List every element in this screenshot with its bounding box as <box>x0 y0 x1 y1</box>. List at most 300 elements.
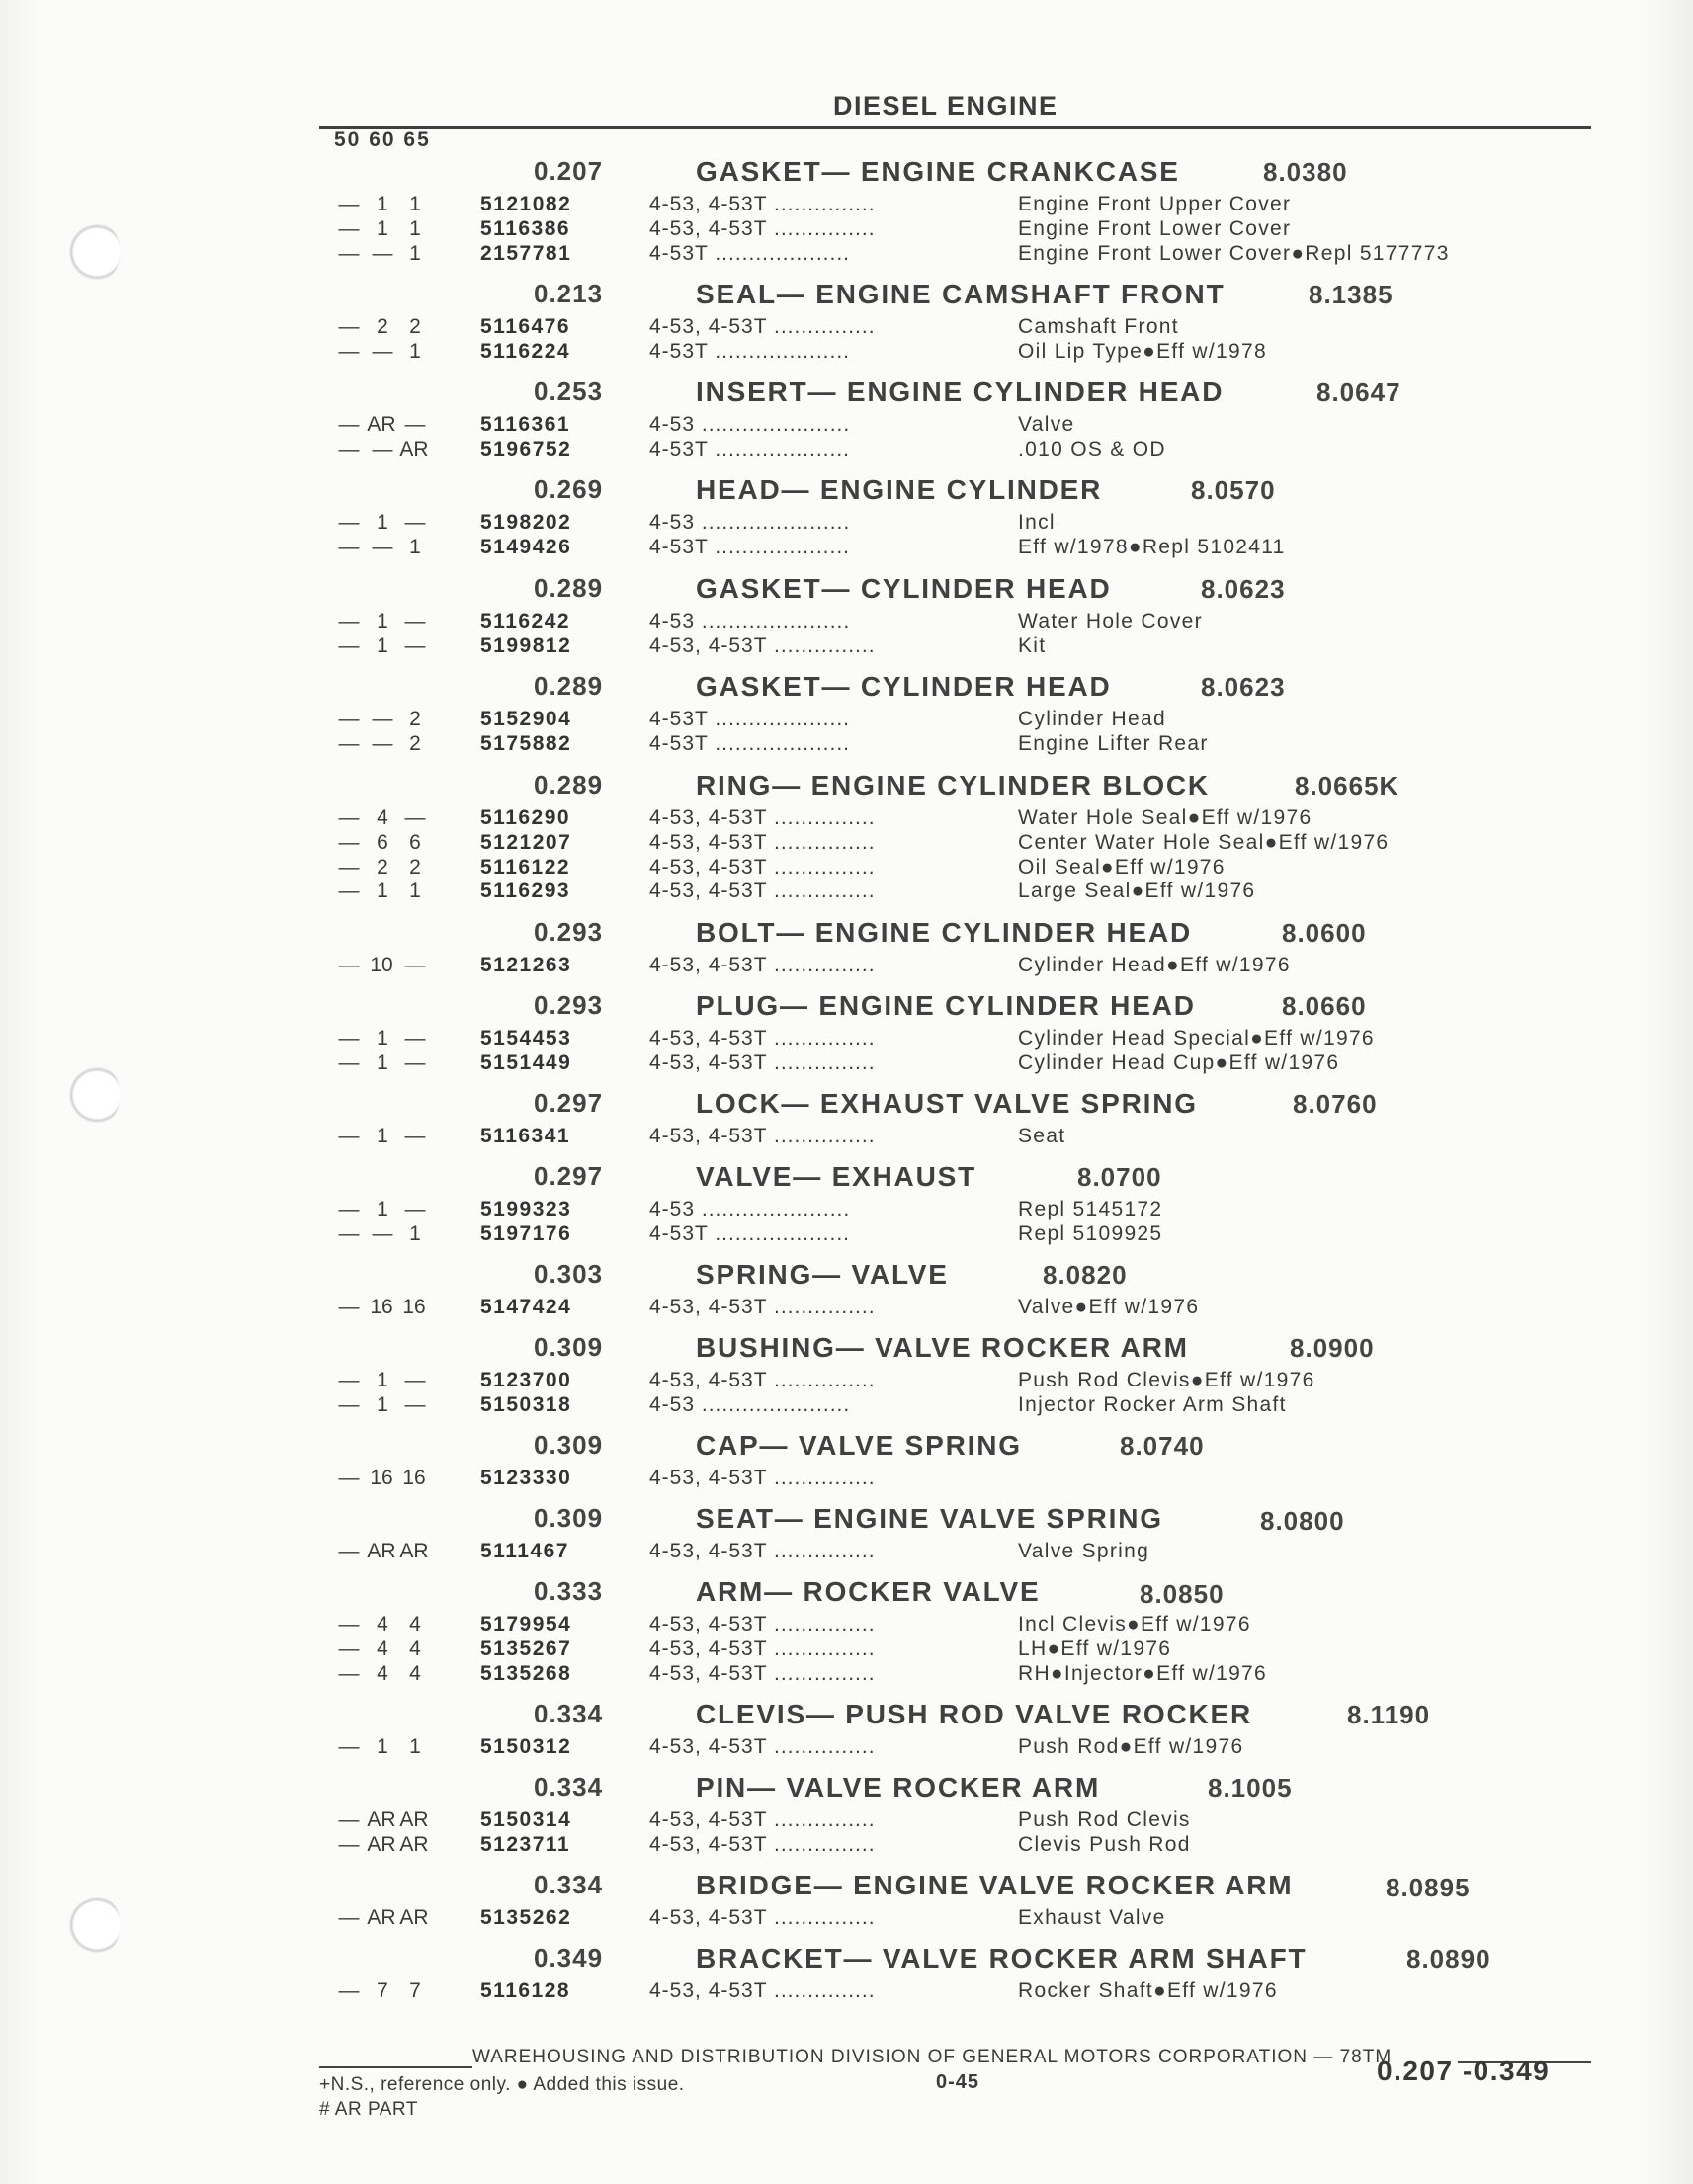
section-code: 0.289 <box>534 770 604 799</box>
part-number: 5116242 <box>480 610 571 632</box>
quantity-value: — <box>338 1198 360 1220</box>
quantity-value: — <box>338 1369 360 1391</box>
quantity-value: 7 <box>409 1979 421 2002</box>
quantity-value: 1 <box>377 610 388 632</box>
part-row <box>0 1638 1693 1662</box>
page-number: 0-45 <box>936 2071 980 2093</box>
part-row <box>0 1662 1693 1687</box>
quantity-value: — <box>338 855 360 879</box>
section-header <box>0 1332 1693 1368</box>
part-number: 5111467 <box>480 1540 569 1562</box>
quantity-value: — <box>404 511 426 534</box>
part-row <box>0 954 1693 978</box>
section-code: 0.334 <box>534 1870 604 1899</box>
section-reference: 8.1385 <box>1309 280 1394 309</box>
section-code: 0.309 <box>534 1430 604 1460</box>
section-header <box>0 990 1693 1026</box>
section-name: HEAD— ENGINE CYLINDER <box>696 474 1103 505</box>
quantity-value: 1 <box>409 535 421 558</box>
quantity-value: 1 <box>409 339 421 363</box>
quantity-value: — <box>338 880 360 903</box>
part-row <box>0 806 1693 831</box>
part-description: Valve Spring <box>1018 1540 1150 1562</box>
part-row <box>0 1979 1693 2004</box>
part-row <box>0 732 1693 757</box>
part-number: 5149426 <box>480 535 572 558</box>
part-number: 5123330 <box>480 1467 572 1489</box>
part-number: 5116341 <box>480 1125 571 1147</box>
section-reference: 8.0700 <box>1077 1162 1162 1192</box>
section-code: 0.297 <box>534 1088 604 1118</box>
part-description: Engine Front Lower Cover●Repl 5177773 <box>1018 241 1450 265</box>
part-description: Clevis Push Rod <box>1018 1832 1191 1856</box>
quantity-value: 1 <box>409 241 421 265</box>
quantity-value: AR <box>367 1906 396 1929</box>
quantity-value: 1 <box>377 1392 388 1416</box>
quantity-value: 1 <box>377 1369 388 1391</box>
section-name: SPRING— VALVE <box>696 1259 949 1290</box>
quantity-value: — <box>338 1125 360 1147</box>
section-reference: 8.0820 <box>1043 1260 1128 1290</box>
engine-model: 4-53, 4-53T ............... <box>649 954 876 976</box>
quantity-value: 2 <box>409 315 421 338</box>
part-description: LH●Eff w/1976 <box>1018 1637 1172 1660</box>
part-number: 5116128 <box>480 1979 571 2002</box>
engine-model: 4-53T .................... <box>649 708 851 730</box>
part-row <box>0 217 1693 242</box>
section-name: RING— ENGINE CYLINDER BLOCK <box>696 770 1210 800</box>
part-number: 5116476 <box>480 315 571 338</box>
section-name: CAP— VALVE SPRING <box>696 1430 1022 1461</box>
quantity-value: — <box>338 830 360 854</box>
engine-model: 4-53, 4-53T ............... <box>649 1832 876 1856</box>
quantity-value: 1 <box>409 880 421 903</box>
part-number: 5147424 <box>480 1296 572 1318</box>
section-code: 0.309 <box>534 1503 604 1533</box>
quantity-value: — <box>338 708 360 730</box>
quantity-value: — <box>338 1979 360 2002</box>
section-header <box>0 1259 1693 1295</box>
section-header <box>0 917 1693 953</box>
part-row <box>0 1296 1693 1320</box>
engine-model: 4-53T .................... <box>649 1221 851 1245</box>
engine-model: 4-53T .................... <box>649 339 851 363</box>
part-number: 5121082 <box>480 193 572 215</box>
part-row <box>0 1735 1693 1760</box>
quantity-value: 1 <box>377 1050 388 1074</box>
part-description: Cylinder Head Cup●Eff w/1976 <box>1018 1050 1340 1074</box>
part-number: 5135267 <box>480 1637 572 1660</box>
part-description: Push Rod●Eff w/1976 <box>1018 1735 1244 1758</box>
section-reference: 8.0570 <box>1191 475 1276 505</box>
quantity-value: — <box>338 1906 360 1929</box>
quantity-value: 16 <box>402 1467 426 1489</box>
part-row <box>0 856 1693 881</box>
part-description: Water Hole Seal●Eff w/1976 <box>1018 806 1312 829</box>
quantity-value: — <box>338 315 360 338</box>
part-row <box>0 193 1693 217</box>
section-reference: 8.0647 <box>1316 378 1401 407</box>
part-description: Engine Lifter Rear <box>1018 731 1209 755</box>
part-number: 5121207 <box>480 830 572 854</box>
section-name: BOLT— ENGINE CYLINDER HEAD <box>696 917 1193 948</box>
section-name: GASKET— CYLINDER HEAD <box>696 573 1112 604</box>
section-reference: 8.0660 <box>1282 991 1367 1021</box>
quantity-value: AR <box>399 1832 429 1856</box>
distribution-text: WAREHOUSING AND DISTRIBUTION DIVISION OF GENERAL MOTORS CORPORATION — 78TM <box>472 2047 1393 2067</box>
part-number: 5197176 <box>480 1221 572 1245</box>
part-description: Incl Clevis●Eff w/1976 <box>1018 1613 1251 1636</box>
quantity-value: 1 <box>409 1735 421 1758</box>
part-number: 2157781 <box>480 241 572 265</box>
quantity-value: — <box>338 193 360 215</box>
part-number: 5116293 <box>480 880 571 903</box>
quantity-value: 16 <box>402 1296 426 1318</box>
section-header <box>0 1576 1693 1612</box>
quantity-value: — <box>338 1296 360 1318</box>
section-header <box>0 156 1693 192</box>
section-code: 0.333 <box>534 1576 604 1606</box>
footer-distribution <box>319 2047 1392 2068</box>
section-name: BRIDGE— ENGINE VALVE ROCKER ARM <box>696 1870 1294 1900</box>
part-description: Engine Front Upper Cover <box>1018 193 1292 215</box>
quantity-value: 4 <box>409 1613 421 1636</box>
part-description: Camshaft Front <box>1018 315 1179 338</box>
engine-model: 4-53T .................... <box>649 535 851 558</box>
quantity-value: — <box>338 1832 360 1856</box>
part-number: 5150314 <box>480 1808 572 1831</box>
section-name: INSERT— ENGINE CYLINDER HEAD <box>696 377 1225 407</box>
quantity-value: AR <box>367 1540 396 1562</box>
engine-model: 4-53 ...................... <box>649 610 851 632</box>
quantity-value: — <box>372 339 393 363</box>
quantity-value: — <box>338 339 360 363</box>
part-description: Repl 5145172 <box>1018 1198 1163 1220</box>
section-reference: 8.0665K <box>1295 771 1399 800</box>
part-description: Valve <box>1018 413 1075 436</box>
engine-model: 4-53, 4-53T ............... <box>649 1296 876 1318</box>
quantity-value: — <box>338 1637 360 1660</box>
part-number: 5152904 <box>480 708 572 730</box>
engine-model: 4-53 ...................... <box>649 1198 851 1220</box>
part-description: Valve●Eff w/1976 <box>1018 1296 1200 1318</box>
footnote-legend: +N.S., reference only. ● Added this issue. <box>319 2074 685 2095</box>
section-code: 0.289 <box>534 573 604 603</box>
quantity-value: 1 <box>377 193 388 215</box>
section-header <box>0 1088 1693 1124</box>
section-code: 0.309 <box>534 1332 604 1362</box>
quantity-value: AR <box>399 1906 429 1929</box>
section-name: VALVE— EXHAUST <box>696 1161 976 1192</box>
quantity-value: 4 <box>409 1661 421 1685</box>
quantity-value: — <box>404 806 426 829</box>
part-description: Cylinder Head●Eff w/1976 <box>1018 954 1291 976</box>
quantity-value: — <box>338 241 360 265</box>
part-row <box>0 1125 1693 1149</box>
section-name: PLUG— ENGINE CYLINDER HEAD <box>696 990 1196 1021</box>
engine-model: 4-53, 4-53T ............... <box>649 1613 876 1636</box>
part-number: 5179954 <box>480 1613 572 1636</box>
part-number: 5116290 <box>480 806 571 829</box>
engine-model: 4-53, 4-53T ............... <box>649 1735 876 1758</box>
quantity-value: 4 <box>409 1637 421 1660</box>
quantity-value: 1 <box>377 1735 388 1758</box>
section-reference: 8.0760 <box>1293 1089 1378 1119</box>
quantity-value: 1 <box>377 1198 388 1220</box>
part-description: Rocker Shaft●Eff w/1976 <box>1018 1979 1278 2002</box>
quantity-value: 4 <box>377 1661 388 1685</box>
engine-model: 4-53 ...................... <box>649 413 851 436</box>
part-description: Repl 5109925 <box>1018 1221 1163 1245</box>
part-row <box>0 315 1693 340</box>
quantity-value: — <box>372 241 393 265</box>
quantity-value: 2 <box>409 855 421 879</box>
quantity-value: AR <box>367 1832 396 1856</box>
engine-model: 4-53 ...................... <box>649 511 851 534</box>
part-description: Push Rod Clevis <box>1018 1808 1191 1831</box>
quantity-value: 1 <box>377 880 388 903</box>
engine-model: 4-53, 4-53T ............... <box>649 830 876 854</box>
part-description: Exhaust Valve <box>1018 1906 1166 1929</box>
section-reference: 8.0900 <box>1290 1333 1375 1363</box>
part-number: 5135268 <box>480 1661 572 1685</box>
engine-model: 4-53T .................... <box>649 437 851 461</box>
section-code: 0.297 <box>534 1161 604 1191</box>
quantity-value: 7 <box>377 1979 388 2002</box>
quantity-value: 1 <box>377 511 388 534</box>
section-reference: 8.0890 <box>1406 1944 1491 1974</box>
quantity-value: — <box>404 1369 426 1391</box>
section-reference: 8.0380 <box>1263 157 1348 187</box>
part-row <box>0 413 1693 438</box>
section-header <box>0 1870 1693 1905</box>
section-name: SEAT— ENGINE VALVE SPRING <box>696 1503 1163 1534</box>
engine-model: 4-53, 4-53T ............... <box>649 1027 876 1050</box>
quantity-value: — <box>338 1221 360 1245</box>
quantity-value: AR <box>367 413 396 436</box>
quantity-value: 16 <box>370 1296 393 1318</box>
part-row <box>0 536 1693 560</box>
section-name: LOCK— EXHAUST VALVE SPRING <box>696 1088 1198 1119</box>
engine-model: 4-53, 4-53T ............... <box>649 1661 876 1685</box>
engine-model: 4-53, 4-53T ............... <box>649 1979 876 2002</box>
engine-model: 4-53T .................... <box>649 731 851 755</box>
part-number: 5123700 <box>480 1369 572 1391</box>
section-header <box>0 1503 1693 1539</box>
quantity-value: — <box>372 437 393 461</box>
quantity-value: — <box>338 1808 360 1831</box>
part-row <box>0 880 1693 904</box>
part-row <box>0 1906 1693 1931</box>
section-reference: 8.1190 <box>1347 1700 1431 1729</box>
engine-model: 4-53, 4-53T ............... <box>649 633 876 657</box>
part-row <box>0 1198 1693 1222</box>
quantity-value: 2 <box>377 855 388 879</box>
engine-model: 4-53, 4-53T ............... <box>649 1369 876 1391</box>
section-code: 0.349 <box>534 1943 604 1973</box>
section-name: BRACKET— VALVE ROCKER ARM SHAFT <box>696 1943 1308 1974</box>
section-code: 0.334 <box>534 1699 604 1728</box>
quantity-value: — <box>338 731 360 755</box>
quantity-value: — <box>338 1613 360 1636</box>
engine-model: 4-53, 4-53T ............... <box>649 806 876 829</box>
quantity-value: — <box>338 1027 360 1050</box>
section-reference: 8.0740 <box>1120 1431 1205 1461</box>
part-description: Kit <box>1018 633 1047 657</box>
part-description: Center Water Hole Seal●Eff w/1976 <box>1018 830 1390 854</box>
model-year-columns: 50 60 65 <box>334 128 431 151</box>
part-row <box>0 708 1693 732</box>
part-row <box>0 1027 1693 1051</box>
quantity-value: 6 <box>409 830 421 854</box>
engine-model: 4-53, 4-53T ............... <box>649 216 876 240</box>
quantity-value: 6 <box>377 830 388 854</box>
part-number: 5121263 <box>480 954 572 976</box>
header-rule <box>319 126 1591 129</box>
section-name: CLEVIS— PUSH ROD VALVE ROCKER <box>696 1699 1252 1729</box>
part-row <box>0 511 1693 536</box>
section-reference: 8.0850 <box>1140 1579 1225 1609</box>
quantity-value: — <box>338 1050 360 1074</box>
quantity-value: — <box>338 1467 360 1489</box>
engine-model: 4-53, 4-53T ............... <box>649 315 876 338</box>
quantity-value: AR <box>367 1808 396 1831</box>
engine-model: 4-53, 4-53T ............... <box>649 880 876 903</box>
section-name: PIN— VALVE ROCKER ARM <box>696 1772 1101 1803</box>
engine-model: 4-53, 4-53T ............... <box>649 1808 876 1831</box>
section-name: GASKET— ENGINE CRANKCASE <box>696 156 1180 187</box>
quantity-value: — <box>372 708 393 730</box>
quantity-value: 2 <box>409 708 421 730</box>
part-number: 5175882 <box>480 731 572 755</box>
quantity-value: 1 <box>377 1125 388 1147</box>
quantity-value: — <box>404 1050 426 1074</box>
section-code: 0.293 <box>534 917 604 947</box>
engine-model: 4-53, 4-53T ............... <box>649 193 876 215</box>
quantity-value: — <box>338 633 360 657</box>
quantity-value: — <box>338 413 360 436</box>
part-row <box>0 610 1693 634</box>
section-code: 0.269 <box>534 474 604 504</box>
part-row <box>0 242 1693 267</box>
part-row <box>0 634 1693 659</box>
quantity-value: — <box>404 1125 426 1147</box>
engine-model: 4-53 ...................... <box>649 1392 851 1416</box>
part-number: 5151449 <box>480 1050 572 1074</box>
section-name: GASKET— CYLINDER HEAD <box>696 671 1112 702</box>
section-code: 0.207 <box>534 156 604 186</box>
quantity-value: — <box>338 1735 360 1758</box>
part-description: Cylinder Head Special●Eff w/1976 <box>1018 1027 1375 1050</box>
section-code: 0.293 <box>534 990 604 1020</box>
quantity-value: — <box>372 1221 393 1245</box>
part-number: 5116224 <box>480 339 571 363</box>
section-code: 0.213 <box>534 279 604 308</box>
part-row <box>0 1467 1693 1491</box>
quantity-value: 1 <box>409 1221 421 1245</box>
part-row <box>0 1222 1693 1247</box>
part-number: 5150312 <box>480 1735 572 1758</box>
quantity-value: — <box>404 954 426 976</box>
part-description: Oil Seal●Eff w/1976 <box>1018 855 1226 879</box>
quantity-value: 1 <box>377 216 388 240</box>
section-code: 0.253 <box>534 377 604 406</box>
part-row <box>0 831 1693 856</box>
quantity-value: 4 <box>377 1613 388 1636</box>
part-description: Large Seal●Eff w/1976 <box>1018 880 1256 903</box>
section-name: SEAL— ENGINE CAMSHAFT FRONT <box>696 279 1226 309</box>
section-header <box>0 1161 1693 1197</box>
part-description: Cylinder Head <box>1018 708 1166 730</box>
section-code: 0.289 <box>534 671 604 701</box>
part-number: 5116361 <box>480 413 571 436</box>
quantity-value: 1 <box>409 216 421 240</box>
engine-model: 4-53, 4-53T ............... <box>649 1906 876 1929</box>
part-row <box>0 1808 1693 1833</box>
section-reference: 8.0623 <box>1201 574 1286 604</box>
part-description: Push Rod Clevis●Eff w/1976 <box>1018 1369 1315 1391</box>
quantity-value: — <box>338 437 360 461</box>
quantity-value: — <box>404 413 426 436</box>
part-number: 5199323 <box>480 1198 572 1220</box>
section-header <box>0 1430 1693 1466</box>
quantity-value: 4 <box>377 1637 388 1660</box>
quantity-value: — <box>338 806 360 829</box>
section-code: 0.303 <box>534 1259 604 1289</box>
part-description: Injector Rocker Arm Shaft <box>1018 1392 1287 1416</box>
quantity-value: — <box>372 535 393 558</box>
section-reference: 8.0600 <box>1282 918 1367 948</box>
section-header <box>0 770 1693 805</box>
quantity-value: 10 <box>370 954 393 976</box>
page-range: 0.207 -0.349 <box>1377 2056 1551 2086</box>
quantity-value: AR <box>399 1540 429 1562</box>
section-reference: 8.1005 <box>1208 1773 1293 1803</box>
section-header <box>0 1699 1693 1734</box>
quantity-value: 4 <box>377 806 388 829</box>
quantity-value: 1 <box>377 633 388 657</box>
engine-model: 4-53, 4-53T ............... <box>649 1467 876 1489</box>
part-description: Eff w/1978●Repl 5102411 <box>1018 535 1286 558</box>
engine-model: 4-53, 4-53T ............... <box>649 1540 876 1562</box>
section-header <box>0 474 1693 510</box>
part-row <box>0 1613 1693 1638</box>
quantity-value: AR <box>399 1808 429 1831</box>
page-title: DIESEL ENGINE <box>833 91 1058 121</box>
section-reference: 8.0895 <box>1386 1873 1471 1902</box>
section-header <box>0 279 1693 314</box>
section-header <box>0 671 1693 707</box>
part-number: 5123711 <box>480 1832 571 1856</box>
part-number: 5198202 <box>480 511 572 534</box>
quantity-value: — <box>404 1392 426 1416</box>
quantity-value: — <box>338 1661 360 1685</box>
section-reference: 8.0800 <box>1260 1506 1345 1536</box>
part-description: .010 OS & OD <box>1018 437 1166 461</box>
quantity-value: — <box>404 1198 426 1220</box>
part-number: 5116122 <box>480 855 571 879</box>
part-row <box>0 1540 1693 1564</box>
section-header <box>0 377 1693 412</box>
part-number: 5135262 <box>480 1906 572 1929</box>
quantity-value: — <box>404 633 426 657</box>
quantity-value: — <box>338 610 360 632</box>
engine-model: 4-53, 4-53T ............... <box>649 1050 876 1074</box>
part-description: Engine Front Lower Cover <box>1018 216 1292 240</box>
quantity-value: — <box>372 731 393 755</box>
part-description: RH●Injector●Eff w/1976 <box>1018 1661 1268 1685</box>
section-reference: 8.0623 <box>1201 672 1286 702</box>
